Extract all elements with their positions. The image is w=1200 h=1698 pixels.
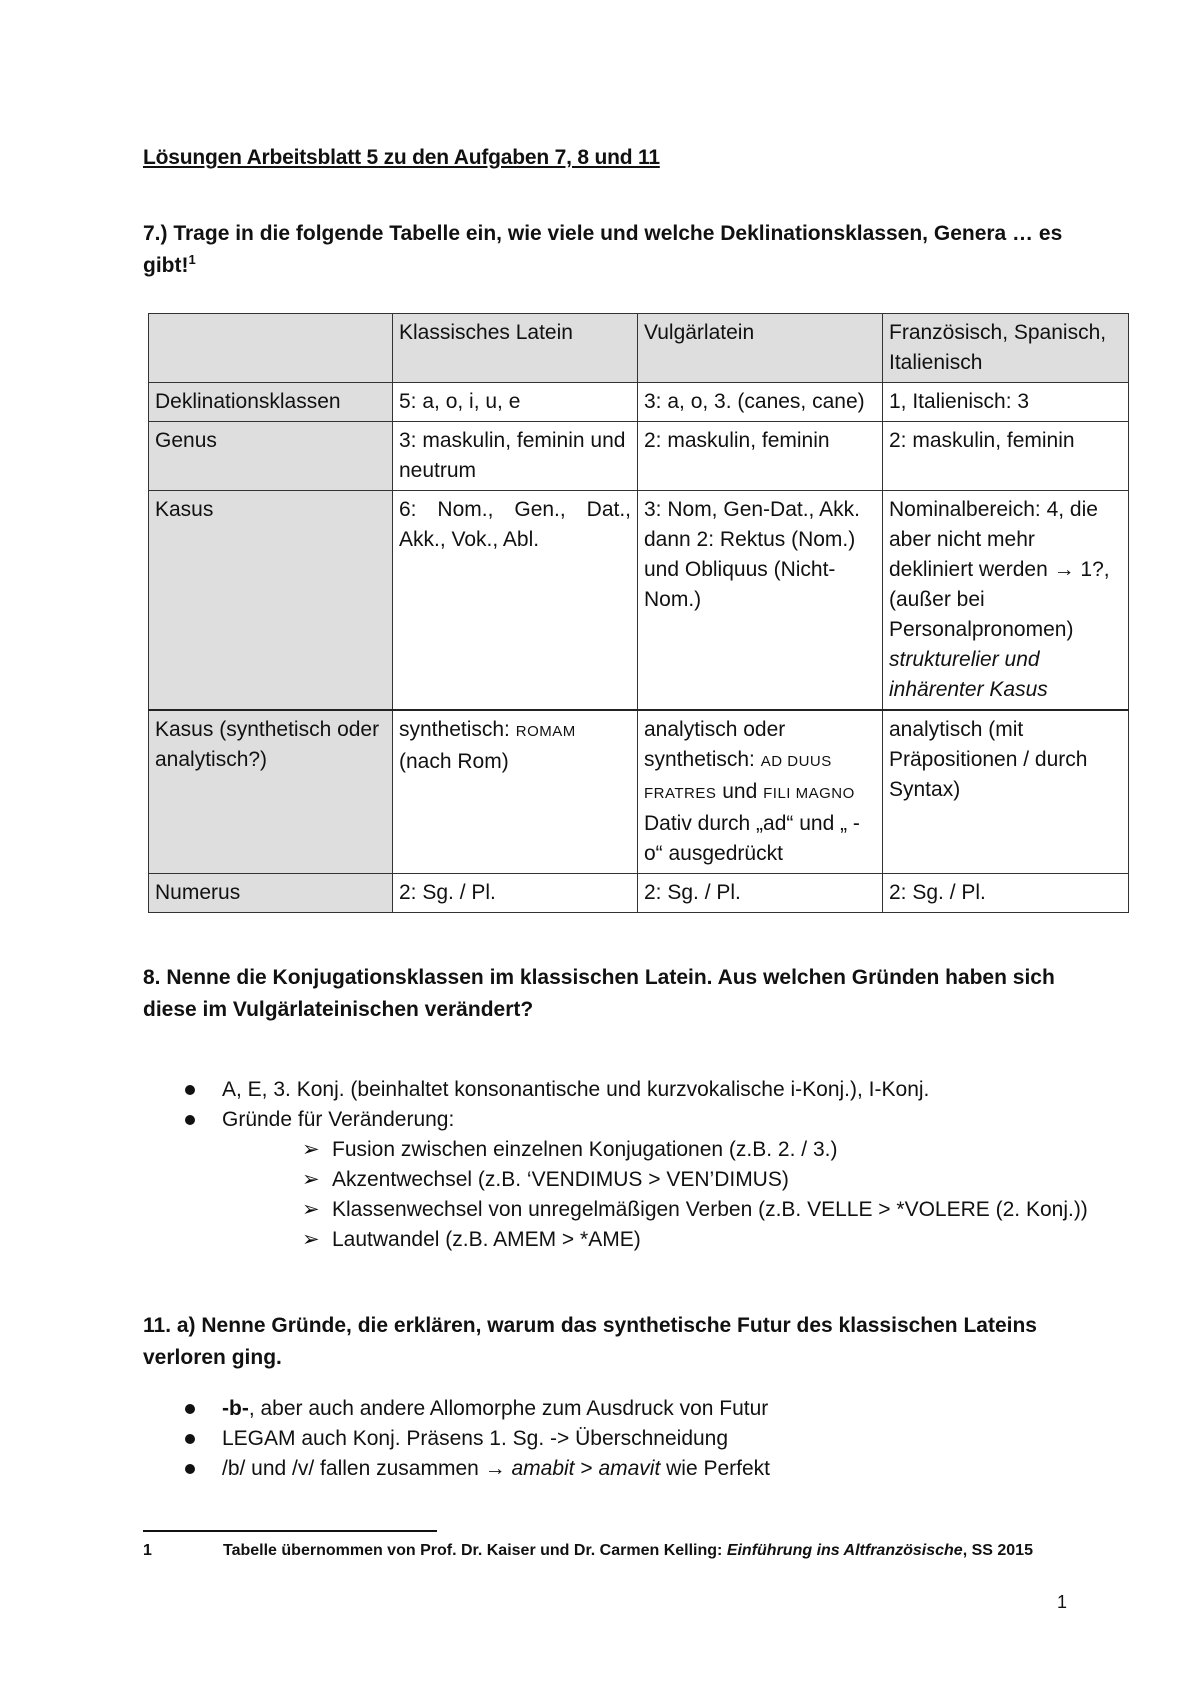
list-item-text: /b/ und /v/ fallen zusammen →	[222, 1457, 512, 1480]
row-label: Deklinationsklassen	[149, 383, 393, 422]
header-cell: Klassisches Latein	[393, 314, 638, 383]
table-cell: analytisch (mit Präpositionen / durch Syntax)	[883, 710, 1129, 874]
cell-text: analytisch oder synthetisch:	[644, 718, 786, 771]
latin-word: amabit	[511, 1457, 575, 1480]
sub-list-item	[222, 1195, 1122, 1225]
cell-text: Nominalbereich: 4, die aber nicht mehr dekliniert werden → 1?, (außer bei Personalpronomen)	[889, 498, 1110, 641]
footnote-text: Tabelle übernommen von Prof. Dr. Kaiser und Dr. Carmen Kelling:	[223, 1542, 727, 1559]
table-cell: 2: Sg. / Pl.	[883, 874, 1129, 913]
header-cell: Französisch, Spanisch, Italienisch	[883, 314, 1129, 383]
bullet-dot-icon	[185, 1085, 195, 1095]
bullet-dot-icon	[185, 1115, 195, 1125]
q8-sub-list	[222, 1135, 1122, 1255]
latin-form: ROMAM	[515, 723, 576, 740]
table-cell: 2: Sg. / Pl.	[638, 874, 883, 913]
bullet-dot-icon	[185, 1404, 195, 1414]
latin-word: amavit	[598, 1457, 661, 1480]
sub-list-item	[222, 1165, 1122, 1195]
list-item-text: Gründe für Veränderung:	[222, 1108, 455, 1131]
table-cell: 3: a, o, 3. (canes, cane)	[638, 383, 883, 422]
bullet-dot-icon	[185, 1434, 195, 1444]
list-item-text: LEGAM auch Konj. Präsens 1. Sg. -> Überschneidung	[222, 1427, 729, 1450]
sub-item-text: Akzentwechsel (z.B. ‘VENDIMUS > VEN’DIMUS)	[332, 1168, 789, 1191]
cell-text: synthetisch:	[399, 718, 516, 741]
question-11: 11. a) Nenne Gründe, die erklären, warum das synthetische Futur des klassischen Lateins verloren ging.	[143, 1314, 1037, 1369]
list-item-text: A, E, 3. Konj. (beinhaltet konsonantische und kurzvokalische i-Konj.), I-Konj.	[222, 1078, 930, 1101]
row-label: Kasus (synthetisch oder analytisch?)	[149, 710, 393, 874]
cell-italic-text: strukturelier und inhärenter Kasus	[889, 648, 1048, 701]
footnote-separator	[143, 1530, 437, 1532]
bullet-dot-icon	[185, 1464, 195, 1474]
cell-text: Dativ durch „ad“ und „ -o“ ausgedrückt	[644, 812, 860, 865]
table-cell: 3: Nom, Gen-Dat., Akk. dann 2: Rektus (Nom.) und Obliquus (Nicht-Nom.)	[638, 491, 883, 711]
table-cell: 1, Italienisch: 3	[883, 383, 1129, 422]
table-cell: 2: maskulin, feminin	[883, 422, 1129, 491]
table-cell	[883, 491, 1129, 711]
table-cell	[638, 710, 883, 874]
table-cell: 3: maskulin, feminin und neutrum	[393, 422, 638, 491]
header-empty-cell	[149, 314, 393, 383]
table-row	[149, 491, 1129, 711]
latin-form: FILI MAGNO	[763, 785, 855, 802]
sub-item-text: Fusion zwischen einzelnen Konjugationen (z.B. 2. / 3.)	[332, 1138, 838, 1161]
footnote-ref[interactable]: 1	[188, 252, 196, 267]
sub-item-text: Lautwandel (z.B. AMEM > *AME)	[332, 1228, 641, 1251]
page-number: 1	[1057, 1592, 1068, 1612]
table-cell: 5: a, o, i, u, e	[393, 383, 638, 422]
arrow-bullet-icon: ➢	[302, 1228, 320, 1251]
table-cell: 6: Nom., Gen., Dat., Akk., Vok., Abl.	[393, 491, 638, 711]
sub-list-item	[222, 1135, 1122, 1165]
list-item-text: >	[574, 1457, 599, 1480]
page-title: Lösungen Arbeitsblatt 5 zu den Aufgaben 7, 8 und 11	[143, 146, 660, 169]
table-row	[149, 383, 1129, 422]
arrow-bullet-icon: ➢	[302, 1168, 320, 1191]
arrow-bullet-icon: ➢	[302, 1138, 320, 1161]
list-item	[185, 1075, 1122, 1105]
cell-text: und	[716, 780, 764, 803]
table-row	[149, 710, 1129, 874]
latin-form: AD DUUS FRATRES	[644, 753, 832, 802]
table-cell	[393, 710, 638, 874]
question-7-text: 7.) Trage in die folgende Tabelle ein, wie viele und welche Deklinationsklassen, Genera … es gibt!	[143, 222, 1063, 277]
header-cell: Vulgärlatein	[638, 314, 883, 383]
declension-table	[148, 313, 1129, 913]
footnote	[143, 1538, 1043, 1564]
list-item	[185, 1394, 770, 1424]
list-item	[185, 1424, 770, 1454]
cell-text: (nach Rom)	[399, 750, 509, 773]
question-8: 8. Nenne die Konjugationsklassen im klassischen Latein. Aus welchen Gründen haben sich diese im Vulgärlateinischen verändert?	[143, 966, 1055, 1021]
q8-bullet-list	[185, 1075, 1122, 1255]
table-header-row	[149, 314, 1129, 383]
list-item-text: wie Perfekt	[660, 1457, 771, 1480]
morpheme-b: -b-	[222, 1397, 249, 1420]
table-cell: 2: maskulin, feminin	[638, 422, 883, 491]
question-7	[143, 218, 1083, 282]
list-item	[185, 1454, 770, 1484]
list-item-text: , aber auch andere Allomorphe zum Ausdruck von Futur	[248, 1397, 769, 1420]
footnote-number: 1	[143, 1542, 152, 1559]
table-row	[149, 874, 1129, 913]
sub-item-text: Klassenwechsel von unregelmäßigen Verben (z.B. VELLE > *VOLERE (2. Konj.))	[332, 1198, 1088, 1221]
footnote-title: Einführung ins Altfranzösische	[726, 1542, 963, 1559]
arrow-bullet-icon: ➢	[302, 1198, 320, 1221]
list-item	[185, 1105, 1122, 1255]
row-label: Genus	[149, 422, 393, 491]
q11-bullet-list	[185, 1394, 770, 1484]
table-row	[149, 422, 1129, 491]
table-cell: 2: Sg. / Pl.	[393, 874, 638, 913]
row-label: Kasus	[149, 491, 393, 711]
footnote-end: , SS 2015	[962, 1542, 1033, 1559]
sub-list-item	[222, 1225, 1122, 1255]
row-label: Numerus	[149, 874, 393, 913]
